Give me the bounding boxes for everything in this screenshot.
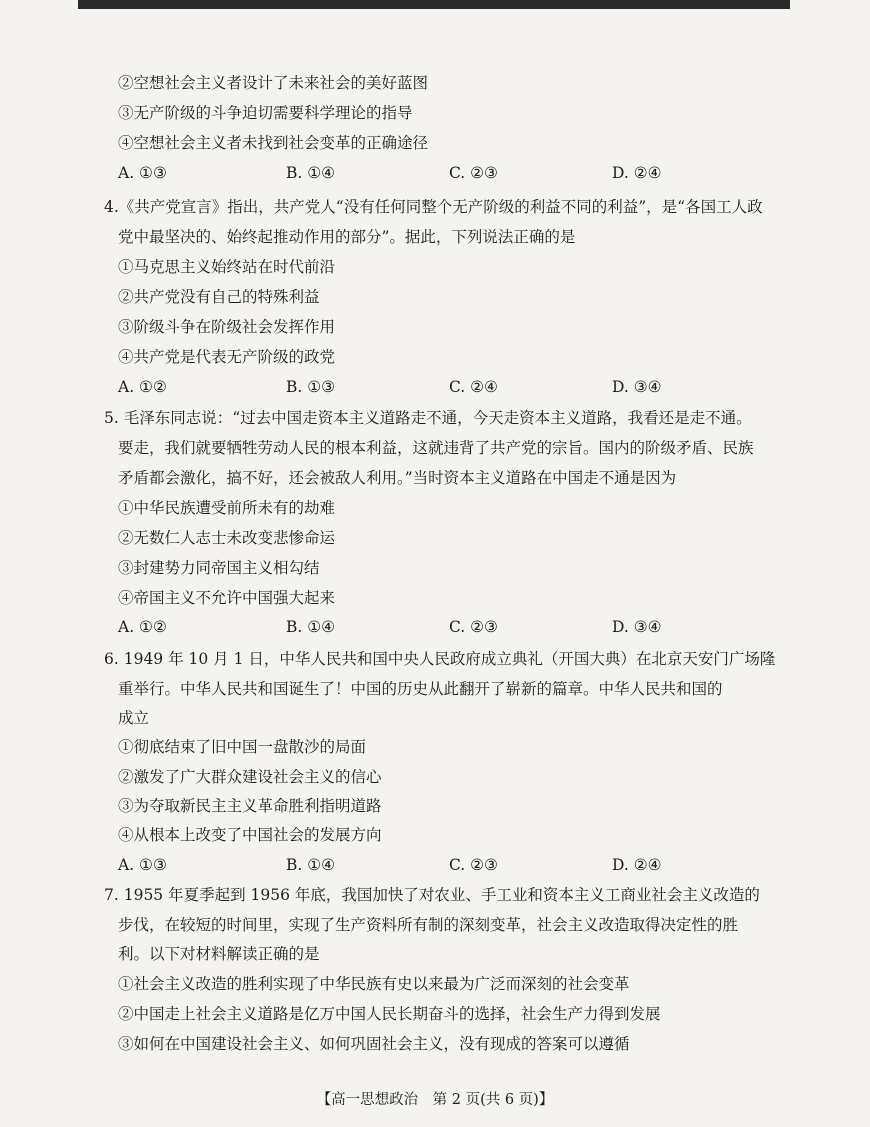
q4-item-2: ②共产党没有自己的特殊利益 xyxy=(118,288,320,306)
q5-stem-line-3: 矛盾都会激化，搞不好，还会被敌人利用。”当时资本主义道路在中国走不通是因为 xyxy=(118,469,677,487)
q4-stem-line-1: 4.《共产党宣言》指出，共产党人“没有任何同整个无产阶级的利益不同的利益”，是“各国工人政 xyxy=(104,198,763,216)
q3-option-c: C. ②③ xyxy=(449,164,498,182)
q4-option-c: C. ②④ xyxy=(449,378,498,396)
q4-item-3: ③阶级斗争在阶级社会发挥作用 xyxy=(118,318,336,336)
q4-option-a: A. ①② xyxy=(118,378,167,396)
q3-option-b: B. ①④ xyxy=(286,164,336,182)
q6-item-3: ③为夺取新民主主义革命胜利指明道路 xyxy=(118,797,382,815)
q6-option-c: C. ②③ xyxy=(449,856,498,874)
q6-option-a: A. ①③ xyxy=(118,856,167,874)
q5-item-4: ④帝国主义不允许中国强大起来 xyxy=(118,589,336,607)
q7-stem-line-3: 利。以下对材料解读正确的是 xyxy=(118,945,320,963)
q5-item-1: ①中华民族遭受前所未有的劫难 xyxy=(118,499,336,517)
q5-stem-line-1: 5. 毛泽东同志说：“过去中国走资本主义道路走不通，今天走资本主义道路，我看还是走不通。 xyxy=(104,409,752,427)
q6-stem-line-2: 重举行。中华人民共和国诞生了！中国的历史从此翻开了崭新的篇章。中华人民共和国的 xyxy=(118,680,723,698)
q4-item-4: ④共产党是代表无产阶级的政党 xyxy=(118,348,336,366)
q6-stem-line-3: 成立 xyxy=(118,709,150,727)
q5-item-3: ③封建势力同帝国主义相勾结 xyxy=(118,559,320,577)
q6-option-d: D. ②④ xyxy=(612,856,662,874)
q7-item-1: ①社会主义改造的胜利实现了中华民族有史以来最为广泛而深刻的社会变革 xyxy=(118,975,630,993)
q5-stem-line-2: 要走，我们就要牺牲劳动人民的根本利益，这就违背了共产党的宗旨。国内的阶级矛盾、民族 xyxy=(118,439,754,457)
q4-option-b: B. ①③ xyxy=(286,378,336,396)
q7-stem-line-2: 步伐，在较短的时间里，实现了生产资料所有制的深刻变革，社会主义改造取得决定性的胜 xyxy=(118,916,739,934)
q3-option-a: A. ①③ xyxy=(118,164,167,182)
q4-option-d: D. ③④ xyxy=(612,378,662,396)
q4-item-1: ①马克思主义始终站在时代前沿 xyxy=(118,258,336,276)
q5-option-c: C. ②③ xyxy=(449,618,498,636)
q5-option-b: B. ①④ xyxy=(286,618,336,636)
q4-stem-line-2: 党中最坚决的、始终起推动作用的部分”。据此，下列说法正确的是 xyxy=(118,228,576,246)
q5-option-a: A. ①② xyxy=(118,618,167,636)
q3-option-d: D. ②④ xyxy=(612,164,662,182)
q5-option-d: D. ③④ xyxy=(612,618,662,636)
q3-item-2: ②空想社会主义者设计了未来社会的美好蓝图 xyxy=(118,74,429,92)
q6-item-4: ④从根本上改变了中国社会的发展方向 xyxy=(118,826,382,844)
q6-item-1: ①彻底结束了旧中国一盘散沙的局面 xyxy=(118,738,367,756)
q7-stem-line-1: 7. 1955 年夏季起到 1956 年底，我国加快了对农业、手工业和资本主义工商业社会主义改造的 xyxy=(104,886,760,904)
q3-item-3: ③无产阶级的斗争迫切需要科学理论的指导 xyxy=(118,104,413,122)
q3-item-4: ④空想社会主义者未找到社会变革的正确途径 xyxy=(118,134,429,152)
page-footer: 【高一思想政治 第 2 页(共 6 页)】 xyxy=(316,1092,554,1108)
q6-option-b: B. ①④ xyxy=(286,856,336,874)
q6-item-2: ②激发了广大群众建设社会主义的信心 xyxy=(118,768,382,786)
q6-stem-line-1: 6. 1949 年 10 月 1 日，中华人民共和国中央人民政府成立典礼（开国大典）在北京天安门广场隆 xyxy=(104,650,776,668)
q7-item-2: ②中国走上社会主义道路是亿万中国人民长期奋斗的选择，社会生产力得到发展 xyxy=(118,1005,661,1023)
q5-item-2: ②无数仁人志士未改变悲惨命运 xyxy=(118,529,336,547)
q7-item-3: ③如何在中国建设社会主义、如何巩固社会主义，没有现成的答案可以遵循 xyxy=(118,1035,630,1053)
